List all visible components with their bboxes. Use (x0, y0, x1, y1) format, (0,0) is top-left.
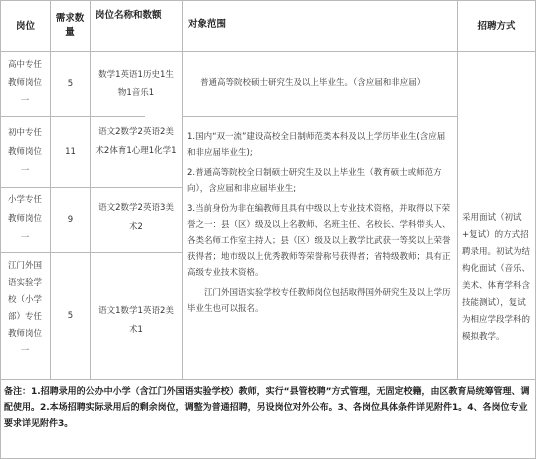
post-high-school: 高中专任教师岗位一 (7, 60, 42, 106)
count-middle-school: 11 (65, 146, 76, 157)
post-names-middle-school: 语文2数学2英语2美术2体育1心理1化学1 (95, 127, 177, 156)
recruitment-method: 采用面试（初试+复试）的方式招聘录用。初试为结构化面试（音乐、美术、体育学科含技能测试），复试为相应学段学科的模拟教学。 (462, 213, 531, 342)
post-primary-school: 小学专任教师岗位一 (7, 195, 42, 243)
table-border-top (0, 0, 536, 1)
header-count: 需求数量 (55, 13, 85, 38)
post-jiangmen-foreign-language: 江门外国语实验学校（小学部）专任教师岗位一 (7, 261, 42, 356)
notes: 备注：1.招聘录用的公办中小学（含江门外国语实验学校）教师，实行“县管校聘”方式管理，无固定校籍，由区教育局统筹管理、调配使用。2.本场招聘实际录用后的剩余岗位，调整为普通招聘，另设岗位对外公布。3、各岗位具体条件详见附件1。4、各岗位专业要求详见附件3。 (4, 387, 530, 429)
count-jiangmen-foreign-language: 5 (67, 310, 74, 321)
count-high-school: 5 (67, 78, 74, 89)
post-names-jiangmen-foreign-language: 语文1数学1英语2美术1 (98, 306, 174, 335)
col-divider (90, 0, 91, 379)
col-divider (182, 0, 183, 379)
notes-divider (0, 379, 536, 380)
table-border-left (0, 0, 1, 459)
scope-item-4: 江门外国语实验学校专任教师岗位包括取得国外研究生及以上学历毕业生也可以报名。 (187, 288, 451, 314)
row-divider (0, 252, 182, 253)
row-divider-scope-full (182, 116, 457, 117)
header-method: 招聘方式 (477, 20, 516, 32)
header-scope: 对象范围 (188, 19, 227, 30)
post-middle-school: 初中专任教师岗位一 (7, 128, 42, 176)
scope-high-school: 普通高等院校硕士研究生及以上毕业生。（含应届和非应届） (200, 78, 426, 88)
scope-item-2: 2.普通高等院校全日制硕士研究生及以上毕业生（教育硕士或师范方向），含应届和非应届毕业生; (187, 168, 442, 194)
scope-item-3: 3.当前身份为非在编教师且具有中级以上专业技术资格，并取得以下荣誉之一：县（区）级及以上名教师、名班主任、名校长、学科带头人、各类名师工作室主持人；县（区）级及以上教学比武获一等奖以上荣誉获得者；地市级以上优秀教师等荣誉称号获得者；省特级教师；具有正高级专业技术资格。 (187, 204, 451, 278)
scope-item-1: 1.国内“双一流”建设高校全日制师范类本科及以上学历毕业生(含应届和非应届毕业生); (187, 132, 446, 158)
scope-shared (187, 129, 453, 317)
header-post: 岗位 (15, 20, 35, 32)
count-primary-school: 9 (67, 214, 74, 225)
post-names-primary-school: 语文2数学2英语3美术2 (98, 203, 174, 232)
post-names-high-school: 数学1英语1历史1生物1音乐1 (98, 70, 174, 98)
col-divider (457, 0, 458, 379)
header-post-name: 岗位名称和数额 (95, 10, 162, 21)
row-divider (0, 187, 182, 188)
